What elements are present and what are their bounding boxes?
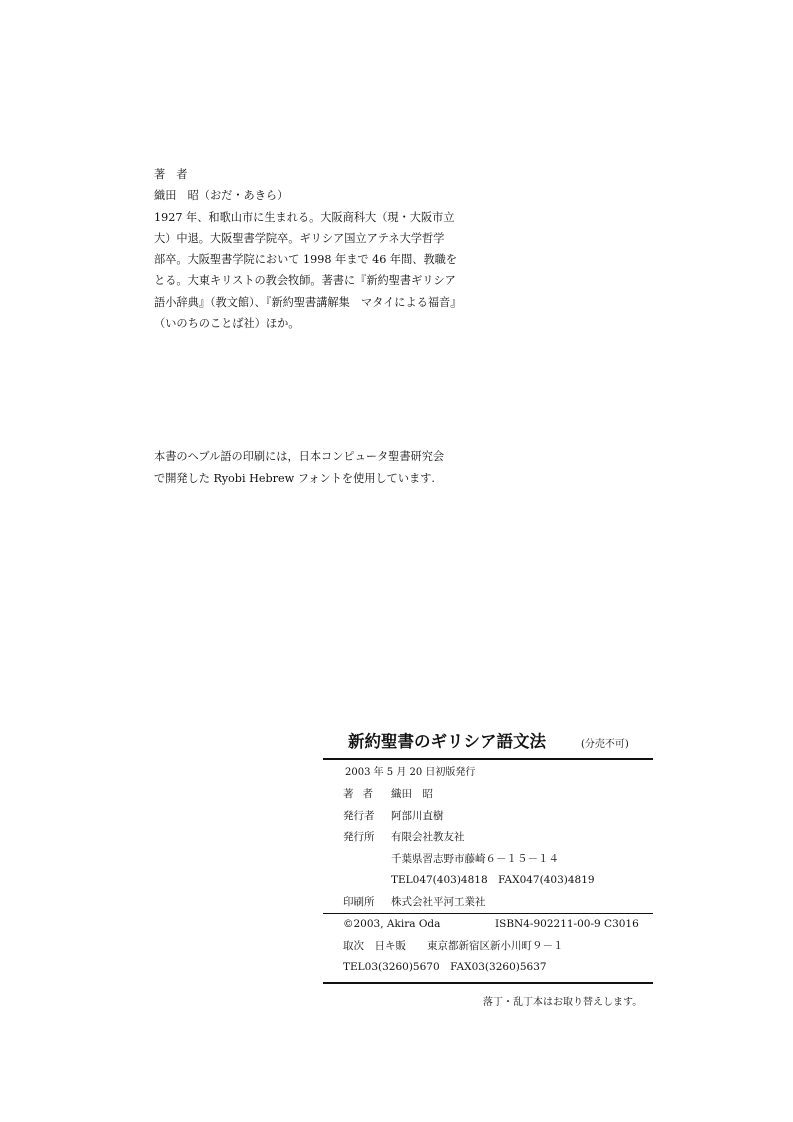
edition-date: 2003 年 5 月 20 日初版発行: [345, 767, 476, 778]
publisher-row: [323, 806, 653, 828]
author-profile: [154, 164, 494, 334]
printer-row: [323, 892, 653, 914]
font-note-line: 本書のヘブル語の印刷には，日本コンピュータ聖書研究会: [154, 450, 445, 463]
replacement-note: 落丁・乱丁本はお取り替えします。: [483, 997, 643, 1008]
distributor-row: [323, 936, 653, 958]
bottom-divider: [323, 982, 653, 984]
distributor: 取次 日キ販 東京都新宿区新小川町９－１: [343, 939, 564, 952]
distributor-tel-row: [323, 957, 653, 979]
printer-value: 株式会社平河工業社: [391, 895, 486, 908]
office-value: 有限会社教友社: [391, 831, 465, 843]
printer-label: 印刷所: [343, 895, 375, 908]
author-heading: 著者: [154, 168, 199, 181]
author-name: 織田 昭（おだ・あきら）: [154, 189, 289, 203]
copyright: ©2003, Akira Oda: [343, 918, 441, 930]
bio-line: とる。大東キリストの教会牧師。著書に『新約聖書ギリシア: [154, 274, 456, 288]
publisher-value: 阿部川直樹: [391, 809, 444, 822]
author-row: [323, 784, 653, 806]
bio-line: （いのちのことば社）ほか。: [154, 317, 300, 331]
office-row: [323, 827, 653, 849]
tel-fax-row: [323, 870, 653, 892]
distributor-tel-fax: TEL03(3260)5670 FAX03(3260)5637: [343, 961, 547, 973]
author-label: 著者: [343, 788, 382, 800]
office-tel-fax: TEL047(403)4818 FAX047(403)4819: [391, 874, 595, 886]
font-note-line: で開発した Ryobi Hebrew フォントを使用しています.: [154, 472, 435, 485]
office-label: 発行所: [343, 831, 375, 843]
font-note: [154, 446, 444, 490]
office-address: 千葉県習志野市藤崎６－１５－１４: [391, 852, 559, 865]
publisher-label: 発行者: [343, 809, 375, 822]
address-row: [323, 849, 653, 871]
bio-line: 部卒。大阪聖書学院において 1998 年まで 46 年間、教職を: [154, 253, 458, 267]
author-value: 織田 昭: [391, 788, 433, 800]
bio-line: 大）中退。大阪聖書学院卒。ギリシア国立アテネ大学哲学: [154, 231, 445, 245]
colophon: [323, 728, 653, 984]
copyright-row: [323, 914, 653, 936]
book-title-row: [323, 728, 653, 758]
not-for-sale-label: (分売不可): [581, 739, 629, 750]
bio-line: 語小辞典』（教文館）、『新約聖書講解集 マタイによる福音』: [154, 295, 462, 309]
isbn: ISBN4-902211-00-9 C3016: [495, 918, 639, 930]
bio-line: 1927 年、和歌山市に生まれる。大阪商科大（現・大阪市立: [154, 210, 455, 224]
book-title: 新約聖書のギリシア語文法: [348, 732, 546, 751]
